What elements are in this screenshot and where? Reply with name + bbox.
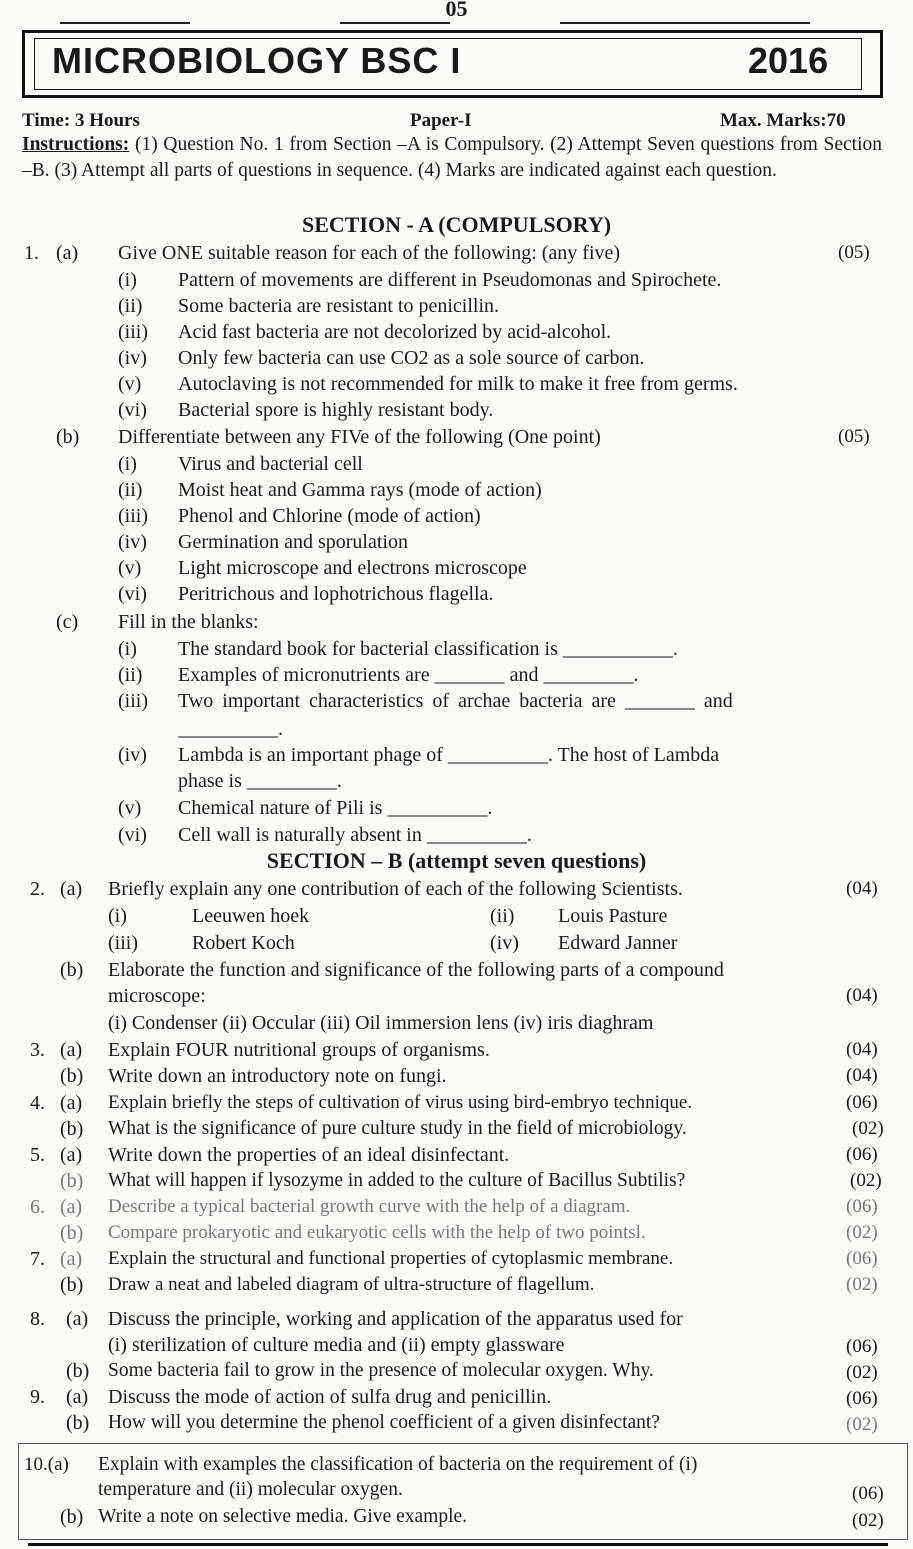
q1-a-item-num: (vi): [118, 399, 147, 421]
q3-a-label: (a): [60, 1039, 83, 1061]
instructions-label: Instructions:: [22, 134, 130, 155]
q2-b-text: Elaborate the function and significance of the following parts of a compound: [108, 959, 724, 981]
q7-a-marks: (06): [846, 1248, 878, 1269]
instructions: [22, 132, 882, 184]
q8-a-label: (a): [66, 1308, 89, 1330]
q6-a-text: Describe a typical bacterial growth curve with the help of a diagram.: [108, 1196, 631, 1217]
q1-a-item-num: (iii): [118, 321, 148, 343]
q4-a-marks: (06): [846, 1092, 878, 1113]
q1-c-item: Lambda is an important phage of __________. The host of Lambda: [178, 744, 720, 766]
exam-title: MICROBIOLOGY BSC I: [52, 40, 462, 81]
q5-a-marks: (06): [846, 1144, 878, 1165]
q8-a-marks: (06): [846, 1336, 878, 1357]
page-number: 05: [445, 0, 468, 21]
q8-a-text-cont: (i) sterilization of culture media and (ii) empty glassware: [108, 1334, 565, 1356]
q10-a-text: Explain with examples the classification of bacteria on the requirement of (i): [98, 1454, 698, 1475]
q2-a-label: (a): [60, 878, 83, 900]
q4-b-marks: (02): [852, 1118, 884, 1139]
q6-a-label: (a): [60, 1196, 83, 1218]
q1-c-item: Two important characteristics of archae bacteria are _______ and: [178, 690, 733, 712]
q1-a-item: Autoclaving is not recommended for milk to make it free from germs.: [178, 373, 738, 395]
q10-b-label: (b): [60, 1506, 84, 1528]
q3-a-marks: (04): [846, 1039, 878, 1060]
q7-b-text: Draw a neat and labeled diagram of ultra-structure of flagellum.: [108, 1274, 595, 1295]
q10-a-text-cont: temperature and (ii) molecular oxygen.: [98, 1479, 403, 1500]
q8-b-text: Some bacteria fail to grow in the presence of molecular oxygen. Why.: [108, 1360, 654, 1381]
scientist-num: (iii): [108, 932, 138, 954]
q7-number: 7.: [30, 1248, 45, 1270]
scientist-name: Leeuwen hoek: [192, 905, 310, 927]
q7-a-label: (a): [60, 1248, 83, 1270]
scientist-name: Louis Pasture: [558, 905, 668, 927]
q1-b-item-num: (ii): [118, 479, 143, 501]
q8-b-marks: (02): [846, 1362, 878, 1383]
q5-a-label: (a): [60, 1144, 83, 1166]
q1-b-item: Phenol and Chlorine (mode of action): [178, 505, 481, 527]
time-label: Time: 3 Hours: [22, 110, 140, 131]
q1-b-item-num: (iv): [118, 531, 147, 553]
q8-number: 8.: [30, 1308, 45, 1330]
q2-b-marks: (04): [846, 985, 878, 1006]
q1-c-item: Examples of micronutrients are _______ and _________.: [178, 664, 639, 686]
q3-number: 3.: [30, 1039, 45, 1061]
q1-b-text: Differentiate between any FIVe of the following (One point): [118, 426, 601, 448]
q7-b-label: (b): [60, 1274, 84, 1296]
section-a-heading: SECTION - A (COMPULSORY): [301, 212, 612, 237]
q5-b-text: What will happen if lysozyme in added to the culture of Bacillus Subtilis?: [108, 1170, 686, 1191]
q1-a-item: Some bacteria are resistant to penicillin.: [178, 295, 499, 317]
q1-c-item-cont: __________.: [178, 718, 283, 740]
q2-a-marks: (04): [846, 878, 878, 899]
q10-a-marks: (06): [852, 1483, 884, 1504]
scientist-name: Edward Janner: [558, 932, 678, 954]
max-marks-label: Max. Marks:70: [720, 110, 846, 131]
q1-a-item-num: (i): [118, 269, 137, 291]
q1-number: 1.: [24, 242, 39, 264]
q3-b-text: Write down an introductory note on fungi.: [108, 1065, 447, 1087]
top-rule-left: [60, 22, 190, 24]
q1-b-label: (b): [56, 426, 80, 448]
q1-b-item-num: (v): [118, 557, 142, 579]
q1-a-marks: (05): [838, 242, 870, 263]
q1-c-item: The standard book for bacterial classification is ___________.: [178, 638, 678, 660]
q1-b-item-num: (i): [118, 453, 137, 475]
q6-a-marks: (06): [846, 1196, 878, 1217]
q1-a-item: Only few bacteria can use CO2 as a sole source of carbon.: [178, 347, 645, 369]
q4-b-label: (b): [60, 1118, 84, 1140]
q2-b-label: (b): [60, 959, 84, 981]
section-b-heading: SECTION – B (attempt seven questions): [266, 848, 647, 873]
q2-b-text-cont: microscope:: [108, 985, 206, 1007]
q6-b-marks: (02): [846, 1222, 878, 1243]
q1-b-item: Moist heat and Gamma rays (mode of action): [178, 479, 542, 501]
q1-b-item: Light microscope and electrons microscope: [178, 557, 527, 579]
q1-c-item-num: (v): [118, 797, 142, 819]
q9-a-marks: (06): [846, 1388, 878, 1409]
q1-c-label: (c): [56, 611, 79, 633]
q1-a-item-num: (v): [118, 373, 142, 395]
q9-b-label: (b): [66, 1412, 90, 1434]
q1-c-item: Cell wall is naturally absent in __________.: [178, 824, 532, 846]
q6-b-text: Compare prokaryotic and eukaryotic cells with the help of two pointsl.: [108, 1222, 646, 1243]
q9-a-label: (a): [66, 1386, 89, 1408]
scientist-num: (i): [108, 905, 127, 927]
q8-a-text: Discuss the principle, working and application of the apparatus used for: [108, 1308, 683, 1330]
q7-b-marks: (02): [846, 1274, 878, 1295]
q1-b-item: Virus and bacterial cell: [178, 453, 363, 475]
q1-a-item: Bacterial spore is highly resistant body.: [178, 399, 494, 421]
q10-b-text: Write a note on selective media. Give example.: [98, 1506, 468, 1527]
q4-a-label: (a): [60, 1092, 83, 1114]
q9-number: 9.: [30, 1386, 45, 1408]
q4-a-text: Explain briefly the steps of cultivation of virus using bird-embryo technique.: [108, 1092, 693, 1113]
q1-a-text: Give ONE suitable reason for each of the following: (any five): [118, 242, 621, 264]
q3-a-text: Explain FOUR nutritional groups of organisms.: [108, 1039, 490, 1061]
exam-year: 2016: [748, 40, 829, 81]
q6-number: 6.: [30, 1196, 45, 1218]
q3-b-label: (b): [60, 1065, 84, 1087]
q1-c-item-num: (iii): [118, 690, 148, 712]
q1-c-item-num: (iv): [118, 744, 147, 766]
q1-c-item-num: (vi): [118, 824, 147, 846]
q2-number: 2.: [30, 878, 45, 900]
q10-b-marks: (02): [852, 1510, 884, 1531]
top-rule-right: [560, 22, 810, 24]
q1-c-item-num: (ii): [118, 664, 143, 686]
q4-number: 4.: [30, 1092, 45, 1114]
top-rule-mid: [340, 22, 450, 24]
instructions-text: (1) Question No. 1 from Section –A is Compulsory. (2) Attempt Seven questions from Section –B. (3) Attempt all parts of questions in sequence. (4) Marks are indicated against each question.: [22, 134, 882, 181]
q1-c-item-num: (i): [118, 638, 137, 660]
q1-b-marks: (05): [838, 426, 870, 447]
q7-a-text: Explain the structural and functional properties of cytoplasmic membrane.: [108, 1248, 674, 1269]
q5-b-label: (b): [60, 1170, 84, 1192]
q1-a-item: Pattern of movements are different in Pseudomonas and Spirochete.: [178, 269, 722, 291]
bottom-rule: [28, 1543, 888, 1546]
q1-a-label: (a): [56, 242, 79, 264]
q9-b-text: How will you determine the phenol coefficient of a given disinfectant?: [108, 1412, 660, 1433]
paper-label: Paper-I: [410, 110, 472, 131]
q1-a-item-num: (ii): [118, 295, 143, 317]
q10-number: 10.(a): [24, 1454, 69, 1475]
q5-number: 5.: [30, 1144, 45, 1166]
q1-a-item-num: (iv): [118, 347, 147, 369]
q9-a-text: Discuss the mode of action of sulfa drug and penicillin.: [108, 1386, 552, 1408]
q8-b-label: (b): [66, 1360, 90, 1382]
scientist-name: Robert Koch: [192, 932, 295, 954]
q6-b-label: (b): [60, 1222, 84, 1244]
q2-a-text: Briefly explain any one contribution of each of the following Scientists.: [108, 878, 683, 900]
q4-b-text: What is the significance of pure culture study in the field of microbiology.: [108, 1118, 687, 1139]
q1-a-item: Acid fast bacteria are not decolorized by acid-alcohol.: [178, 321, 612, 343]
q1-c-text: Fill in the blanks:: [118, 611, 259, 633]
q5-a-text: Write down the properties of an ideal disinfectant.: [108, 1144, 510, 1166]
q1-b-item-num: (iii): [118, 505, 148, 527]
q1-b-item: Germination and sporulation: [178, 531, 408, 553]
q3-b-marks: (04): [846, 1065, 878, 1086]
q9-b-marks: (02): [846, 1414, 878, 1435]
q1-c-item: Chemical nature of Pili is __________.: [178, 797, 493, 819]
scientist-num: (iv): [490, 932, 519, 954]
q1-b-item: Peritrichous and lophotrichous flagella.: [178, 583, 494, 605]
q2-b-parts: (i) Condenser (ii) Occular (iii) Oil immersion lens (iv) iris diaghram: [108, 1012, 654, 1034]
q1-c-item-cont: phase is _________.: [178, 770, 342, 792]
q1-b-item-num: (vi): [118, 583, 147, 605]
scientist-num: (ii): [490, 905, 515, 927]
q5-b-marks: (02): [850, 1170, 882, 1191]
